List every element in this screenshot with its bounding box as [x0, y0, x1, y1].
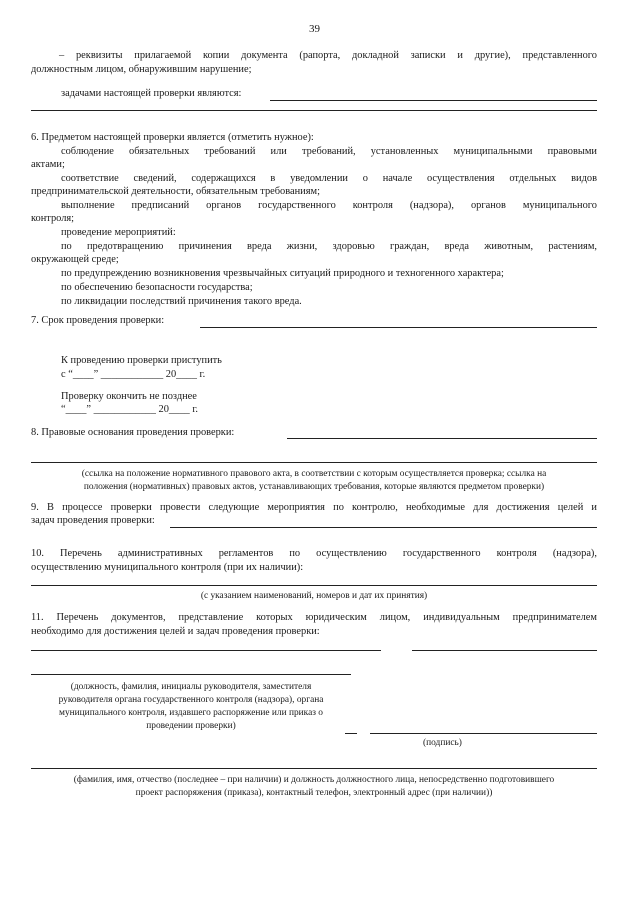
intro-line-2: должностным лицом, обнаружившим нарушение;: [31, 64, 252, 75]
official-caption-line: руководителя органа государственного контроля (надзора), органа: [58, 695, 324, 705]
section11-field-line-left[interactable]: [31, 650, 381, 651]
section8-field-line[interactable]: [287, 438, 597, 439]
signature-line[interactable]: [370, 733, 597, 734]
section6-heading: 6. Предметом настоящей проверки является (отметить нужное):: [31, 132, 314, 143]
section6-item: по предотвращению причинения вреда жизни, здоровью граждан, вреда животным, растениям,: [61, 241, 597, 252]
section10-field-line[interactable]: [31, 585, 597, 586]
section9-field-line[interactable]: [170, 527, 597, 528]
preparer-line[interactable]: [31, 768, 597, 769]
official-caption-line: муниципального контроля, издавшего распоряжение или приказ о: [59, 708, 323, 718]
footer-line-1: (фамилия, имя, отчество (последнее – при наличии) и должность должностного лица, непосредственно подготовившего: [73, 775, 555, 785]
tasks-field-line-2[interactable]: [31, 110, 597, 111]
section11-field-line-right[interactable]: [412, 650, 597, 651]
official-name-line[interactable]: [31, 674, 351, 675]
section8-field-line-2[interactable]: [31, 462, 597, 463]
section6-item: проведение мероприятий:: [61, 227, 176, 238]
start-date-field[interactable]: с “____” ____________ 20____ г.: [61, 369, 206, 380]
end-date-field[interactable]: “____” ____________ 20____ г.: [61, 404, 198, 415]
section10-line-2: осуществлению муниципального контроля (при их наличии):: [31, 562, 304, 573]
section11-line-2: необходимо для достижения целей и задач проведения проверки:: [31, 626, 320, 637]
tasks-label: задачами настоящей проверки являются:: [61, 88, 242, 99]
signature-dash: [345, 733, 357, 734]
section9-line-2: задач проведения проверки:: [31, 515, 155, 526]
section6-item: соответствие сведений, содержащихся в уведомлении о начале осуществления отдельных видов: [61, 173, 597, 184]
page-number: 39: [309, 23, 320, 35]
section6-item: контроля;: [31, 213, 75, 224]
official-caption-line: проведении проверки): [146, 721, 236, 731]
start-date-label: К проведению проверки приступить: [61, 355, 222, 366]
official-caption-line: (должность, фамилия, инициалы руководителя, заместителя: [70, 682, 312, 692]
end-date-label: Проверку окончить не позднее: [61, 391, 197, 402]
section7-heading: 7. Срок проведения проверки:: [31, 315, 165, 326]
section6-item: выполнение предписаний органов государственного контроля (надзора), органов муниципального: [61, 200, 597, 211]
section10-caption: (с указанием наименований, номеров и дат их принятия): [200, 591, 428, 601]
section8-heading: 8. Правовые основания проведения проверки:: [31, 427, 235, 438]
section8-caption-2: положения (нормативных) правовых актов, устанавливающих требования, которые являются предметом проверки): [83, 482, 545, 492]
section10-line-1: 10. Перечень административных регламентов по осуществлению государственного контроля (надзора),: [31, 548, 597, 559]
section6-item: по ликвидации последствий причинения такого вреда.: [61, 296, 302, 307]
section6-item: актами;: [31, 159, 65, 170]
section6-item: по предупреждению возникновения чрезвычайных ситуаций природного и техногенного характера;: [61, 268, 504, 279]
intro-line-1: – реквизиты прилагаемой копии документа (рапорта, докладной записки и другие), представленного: [59, 50, 597, 61]
section7-field-line[interactable]: [200, 327, 597, 328]
section6-item: предпринимательской деятельности, обязательным требованиям;: [31, 186, 320, 197]
tasks-field-line[interactable]: [270, 100, 597, 101]
section8-caption-1: (ссылка на положение нормативного правового акта, в соответствии с которым осуществляется проверка; ссылка на: [81, 469, 547, 479]
section6-item: по обеспечению безопасности государства;: [61, 282, 253, 293]
section11-line-1: 11. Перечень документов, представление которых юридическим лицом, индивидуальным предпринимателем: [31, 612, 597, 623]
section6-item: соблюдение обязательных требований или требований, установленных муниципальными правовыми: [61, 146, 597, 157]
section9-line-1: 9. В процессе проверки провести следующие мероприятия по контролю, необходимые для достижения целей и: [31, 502, 597, 513]
signature-caption: (подпись): [423, 738, 462, 748]
section6-item: окружающей среде;: [31, 254, 119, 265]
footer-line-2: проект распоряжения (приказа), контактный телефон, электронный адрес (при наличии)): [135, 788, 493, 798]
